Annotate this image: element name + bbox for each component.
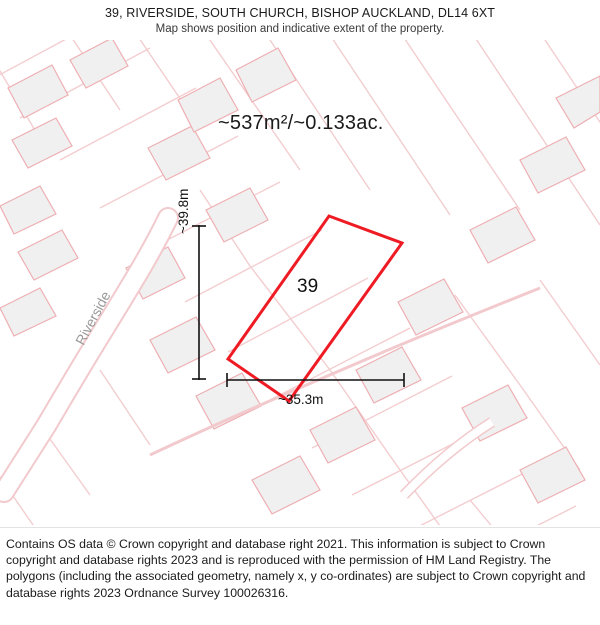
plot-number-label: 39: [297, 276, 319, 297]
area-label: ~537m²/~0.133ac.: [218, 112, 384, 134]
street-name-label: Riverside: [72, 288, 114, 348]
page-title: 39, RIVERSIDE, SOUTH CHURCH, BISHOP AUCKLAND, DL14 6XT: [105, 6, 495, 20]
copyright-footer: [0, 527, 600, 625]
copyright-text: Contains OS data © Crown copyright and database right 2021. This information is subject to Crown copyright and database rights 2023 and is reproduced with the permission of HM Land Registry. The polygons (including the associated geometry, namely x, y co-ordinates) are subject to Crown copyright and database rights 2023 Ordnance Survey 100026316.: [6, 537, 586, 600]
map-canvas[interactable]: [0, 40, 600, 525]
horizontal-dimension-label: ~35.3m: [278, 392, 324, 407]
page-subtitle: Map shows position and indicative extent of the property.: [155, 23, 445, 35]
roads: [4, 218, 540, 495]
vertical-dimension-label: ~39.8m: [176, 188, 191, 234]
map-header: [0, 0, 600, 40]
